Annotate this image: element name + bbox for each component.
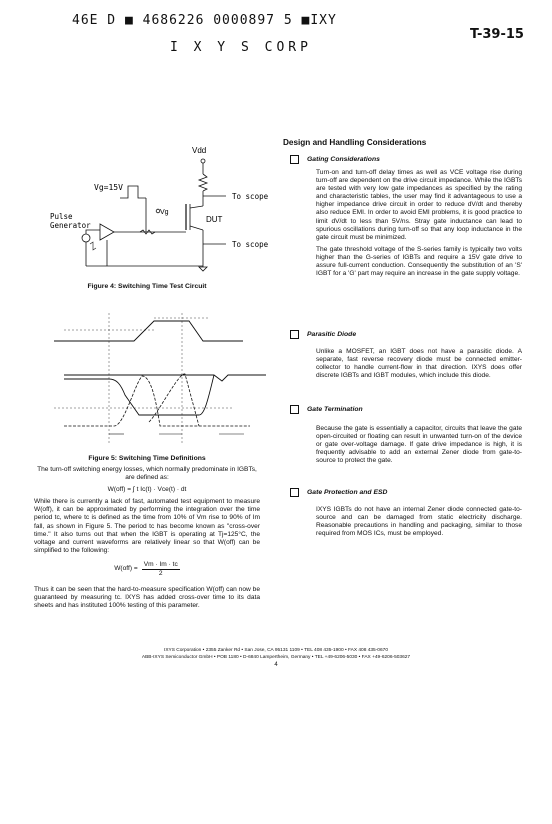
to-scope-top: To scope	[232, 192, 269, 201]
checkbox-icon	[290, 488, 299, 497]
pulse-generator-label-2: Generator	[50, 221, 91, 230]
gate-protection-paragraph: IXYS IGBTs do not have an internal Zener diode connected gate-to-source and can be damaged from static electricity discharge. Reasonable precautions in handling and packaging, similar to those required from MOS ICs, must be employed.	[316, 506, 522, 538]
header-company: I X Y S CORP	[170, 40, 312, 55]
gate-termination-text	[316, 425, 522, 469]
paragraph-crossover-time: While there is currently a lack of fast, automated test equipment to measure W(off), it can be approximated by performing the integration over the time period tc, where tc is defined as the time from 10% of Vm rise to 90% of Im fall, as shown in Figure 5. The period tc has become known as "cross-over time." It also turns out that when the IGBT is operating at Tj=125°C, the voltage and current waveforms are relatively linear so that W(off) can be simplified to the following:	[34, 498, 260, 554]
subhead-gate-termination-label: Gate Termination	[307, 406, 363, 413]
gate-protection-text	[316, 506, 522, 542]
dut-label: DUT	[206, 215, 223, 224]
equation-woff-simplified	[34, 561, 260, 578]
subhead-gating	[290, 155, 520, 164]
header-code-line: 46E D ■ 4686226 0000897 5 ■IXY	[72, 13, 337, 28]
subhead-gating-label: Gating Considerations	[307, 156, 380, 163]
vg-label: Vg	[160, 209, 169, 216]
footer-address-de: ABB-IXYS Semiconductor GmbH • POB 1180 • D-6840 Lampertheim, Germany • TEL +49-6206-5030 • FAX +49-6206-503627	[141, 655, 411, 660]
subhead-parasitic-diode-label: Parasitic Diode	[307, 331, 357, 338]
figure5-caption: Figure 5: Switching Time Definitions	[88, 455, 206, 462]
subhead-gate-termination	[290, 405, 520, 414]
gating-paragraph-1: Turn-on and turn-off delay times as well as VCE voltage rise during turn-off are dependent on the drive circuit impedance. While the IGBTs are tested with very low gate impedances as specified by the rating and characteristic tables, the user may find it advantageous to use a higher impedance drive circuit in order to reduce dV/dt and thereby also reduce EMI. In order to avoid EMI problems, it is good practice to limit dV/dt to less than 5V/ns. Stray gate inductance can lead to spurious oscillations during turn-off so that any loop inductance in the gate circuit must be minimized.	[316, 169, 522, 241]
page-number: 4	[274, 662, 278, 668]
pulse-generator-label-1: Pulse	[50, 212, 73, 221]
section-title: Design and Handling Considerations	[283, 138, 427, 147]
subhead-gate-protection	[290, 488, 520, 497]
switching-time-waveforms	[34, 298, 268, 448]
checkbox-icon	[290, 330, 299, 339]
equation-woff-integral: W(off) = ∫ t Ic(t) · Vce(t) · dt	[107, 486, 187, 494]
equation-denominator: 2	[158, 570, 163, 578]
checkbox-icon	[290, 405, 299, 414]
document-number: T-39-15	[470, 27, 524, 42]
footer-address-us: IXYS Corporation • 2355 Zanker Rd • San Jose, CA 95131 1109 • TEL 408 435-1900 • FAX 408 435-0670	[164, 648, 388, 653]
to-scope-bottom: To scope	[232, 240, 269, 249]
equation-lhs: W(off) =	[114, 565, 138, 573]
vg-15v-label: Vg=15V	[94, 183, 123, 192]
gating-text	[316, 169, 522, 282]
subhead-gate-protection-label: Gate Protection and ESD	[307, 489, 388, 496]
paragraph-energy-losses: The turn-off switching energy losses, which normally predominate in IGBTs, are defined as:	[37, 466, 257, 482]
checkbox-icon	[290, 155, 299, 164]
gate-termination-paragraph: Because the gate is essentially a capacitor, circuits that leave the gate open-circuited or floating can result in unwanted turn-on of the device or gate over-voltage damage. If gate drive impedance is high, it is frequently advisable to add an external Zener diode from gate-to-source to protect the gate.	[316, 425, 522, 465]
left-column-text	[34, 466, 260, 614]
gating-paragraph-2: The gate threshold voltage of the S-series family is typically two volts higher than the G-series of IGBTs and require a 15V gate drive to assure full-current conduction. Consequently the substitution of an 'S' IGBT for a 'G' part may require an increase in the gate supply voltage.	[316, 245, 522, 278]
parasitic-diode-paragraph: Unlike a MOSFET, an IGBT does not have a parasitic diode. A separate, fast reverse recovery diode must be connected emitter-collector to handle current-flow in that direction. IXYS does offer discrete IGBTs and IGBT modules, which include this diode.	[316, 348, 522, 380]
switching-test-circuit	[50, 140, 280, 280]
figure4-caption: Figure 4: Switching Time Test Circuit	[87, 283, 207, 290]
equation-numerator: Vm · Im · tc	[142, 561, 180, 570]
parasitic-diode-text	[316, 348, 522, 384]
subhead-parasitic-diode	[290, 330, 520, 339]
vdd-label: Vdd	[192, 146, 207, 155]
paragraph-testing: Thus it can be seen that the hard-to-measure specification W(off) can now be guaranteed by measuring tc. IXYS has added cross-over time to its data sheets and has instituted 100% testing of this parameter.	[34, 586, 260, 610]
